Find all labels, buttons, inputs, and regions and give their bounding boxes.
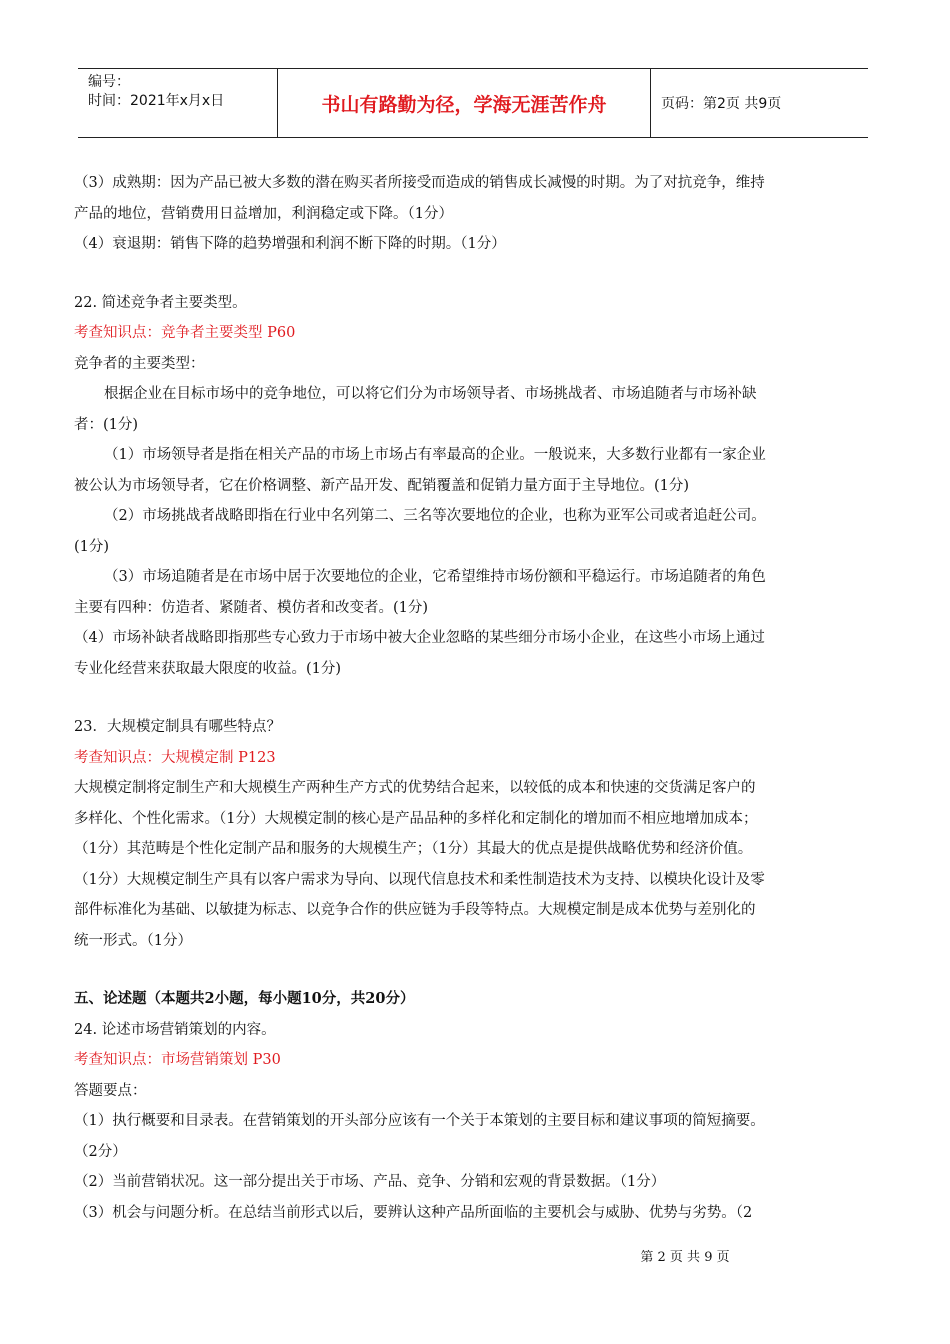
footer-page-number: 第 2 页 共 9 页 [640, 1250, 730, 1265]
header-page-number: 页码：第2页 共9页 [661, 96, 782, 112]
text-line: （2）当前营销状况。这一部分提出关于市场、产品、竞争、分销和宏观的背景数据。（1分） [74, 1174, 666, 1190]
text-line: （1）执行概要和目录表。在营销策划的开头部分应该有一个关于本策划的主要目标和建议事项的简短摘要。 [74, 1113, 765, 1129]
text-line: （1分）大规模定制生产具有以客户需求为导向、以现代信息技术和柔性制造技术为支持、以模块化设计及零 [74, 871, 765, 888]
text-line: （4）市场补缺者战略即指那些专心致力于市场中被大企业忽略的某些细分市场小企业，在这些小市场上通过 [74, 630, 765, 646]
text-line: 答题要点： [74, 1082, 147, 1099]
text-line: (1分) [74, 538, 110, 555]
text-line: 统一形式。（1分） [74, 932, 192, 949]
header-left-cell [78, 69, 278, 137]
text-line: 者：(1分) [74, 416, 139, 433]
text-line: 多样化、个性化需求。（1分）大规模定制的核心是产品品种的多样化和定制化的增加而不相应地增加成本； [74, 810, 758, 827]
question-24: 24. 论述市场营销策划的内容。 [74, 1021, 276, 1038]
knowledge-point: 考查知识点：大规模定制 P123 [74, 749, 276, 766]
text-line: （2）市场挑战者战略即指在行业中名列第二、三名等次要地位的企业，也称为亚军公司或者追赶公司。 [104, 508, 766, 524]
question-22: 22. 简述竞争者主要类型。 [74, 294, 247, 311]
text-line: （1）市场领导者是指在相关产品的市场上市场占有率最高的企业。一般说来，大多数行业都有一家企业 [104, 447, 766, 463]
text-line: 专业化经营来获取最大限度的收益。(1分) [74, 660, 342, 677]
date-label: 时间：2021年x月x日 [88, 93, 225, 109]
text-line: 大规模定制将定制生产和大规模生产两种生产方式的优势结合起来，以较低的成本和快速的交货满足客户的 [74, 780, 756, 796]
serial-number-label: 编号： [88, 74, 130, 90]
header-motto: 书山有路勤为径，学海无涯苦作舟 [278, 69, 651, 137]
text-line: （3）成熟期：因为产品已被大多数的潜在购买者所接受而造成的销售成长减慢的时期。为了对抗竞争，维持 [74, 175, 765, 191]
knowledge-point: 考查知识点：竞争者主要类型 P60 [74, 325, 296, 341]
text-line: （3）机会与问题分析。在总结当前形式以后，要辨认这种产品所面临的主要机会与威胁、优势与劣势。（2 [74, 1204, 753, 1221]
text-line: （2分） [74, 1143, 127, 1160]
question-23: 23．大规模定制具有哪些特点？ [74, 719, 281, 735]
knowledge-point: 考查知识点：市场营销策划 P30 [74, 1052, 281, 1068]
text-line: 竞争者的主要类型： [74, 355, 205, 372]
section-heading: 五、论述题（本题共2小题，每小题10分，共20分） [74, 990, 415, 1007]
text-line: （1分）其范畴是个性化定制产品和服务的大规模生产；（1分）其最大的优点是提供战略优势和经济价值。 [74, 841, 753, 857]
text-line: 部件标准化为基础、以敏捷为标志、以竞争合作的供应链为手段等特点。大规模定制是成本优势与差别化的 [74, 902, 756, 918]
text-line: （3）市场追随者是在市场中居于次要地位的企业，它希望维持市场份额和平稳运行。市场追随者的角色 [104, 569, 766, 585]
document-body [74, 168, 874, 1228]
page-header [78, 68, 868, 138]
text-line: 被公认为市场领导者，它在价格调整、新产品开发、配销覆盖和促销力量方面于主导地位。(1分) [74, 477, 690, 494]
text-line: （4）衰退期：销售下降的趋势增强和利润不断下降的时期。（1分） [74, 236, 506, 252]
text-line: 产品的地位，营销费用日益增加，利润稳定或下降。（1分） [74, 205, 453, 222]
text-line: 根据企业在目标市场中的竞争地位，可以将它们分为市场领导者、市场挑战者、市场追随者与市场补缺 [104, 386, 757, 402]
text-line: 主要有四种：仿造者、紧随者、模仿者和改变者。(1分) [74, 599, 429, 616]
page-footer [0, 1246, 950, 1265]
